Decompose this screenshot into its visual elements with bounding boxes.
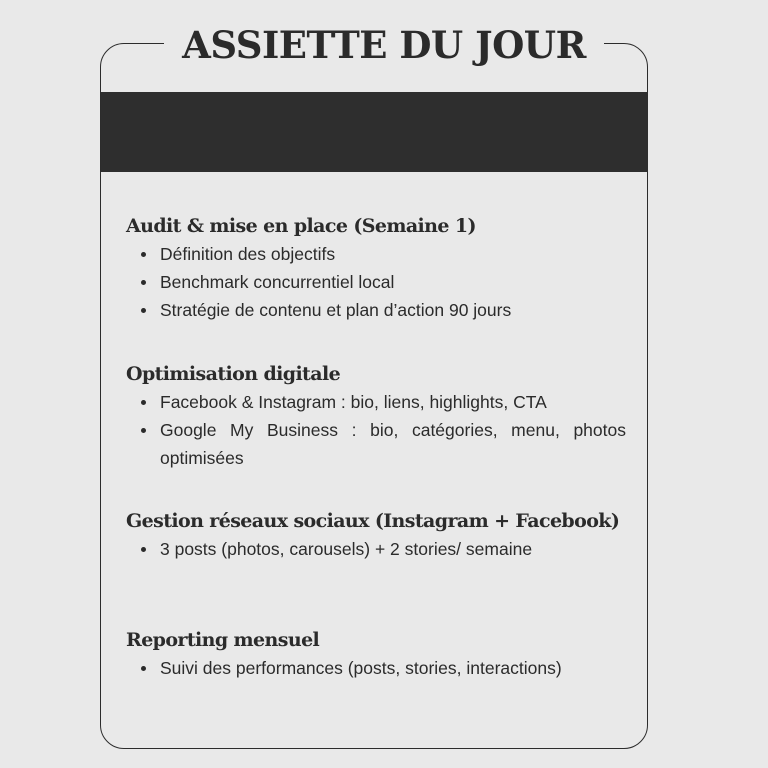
section-reporting [126,626,626,682]
page-title [0,20,768,70]
page-title-text: ASSIETTE DU JOUR [164,23,604,67]
section-title: Optimisation digitale [126,363,341,385]
bullet-list [126,240,626,324]
list-item: Google My Business : bio, catégories, menu, photos optimisées [160,416,626,472]
dark-banner [101,92,648,172]
list-item: Facebook & Instagram : bio, liens, highlights, CTA [160,388,626,416]
list-item: Stratégie de contenu et plan d’action 90 jours [160,296,626,324]
section-social [126,507,626,563]
section-title: Audit & mise en place (Semaine 1) [126,215,476,237]
bullet-list [126,388,626,472]
section-title: Gestion réseaux sociaux (Instagram + Facebook) [126,510,620,532]
list-item: Benchmark concurrentiel local [160,268,626,296]
list-item: 3 posts (photos, carousels) + 2 stories/ semaine [160,535,626,563]
section-audit [126,212,626,324]
card-content [126,212,626,682]
list-item: Suivi des performances (posts, stories, interactions) [160,654,626,682]
bullet-list [126,535,626,563]
section-title: Reporting mensuel [126,629,320,651]
list-item: Définition des objectifs [160,240,626,268]
bullet-list [126,654,626,682]
section-optimisation [126,360,626,472]
